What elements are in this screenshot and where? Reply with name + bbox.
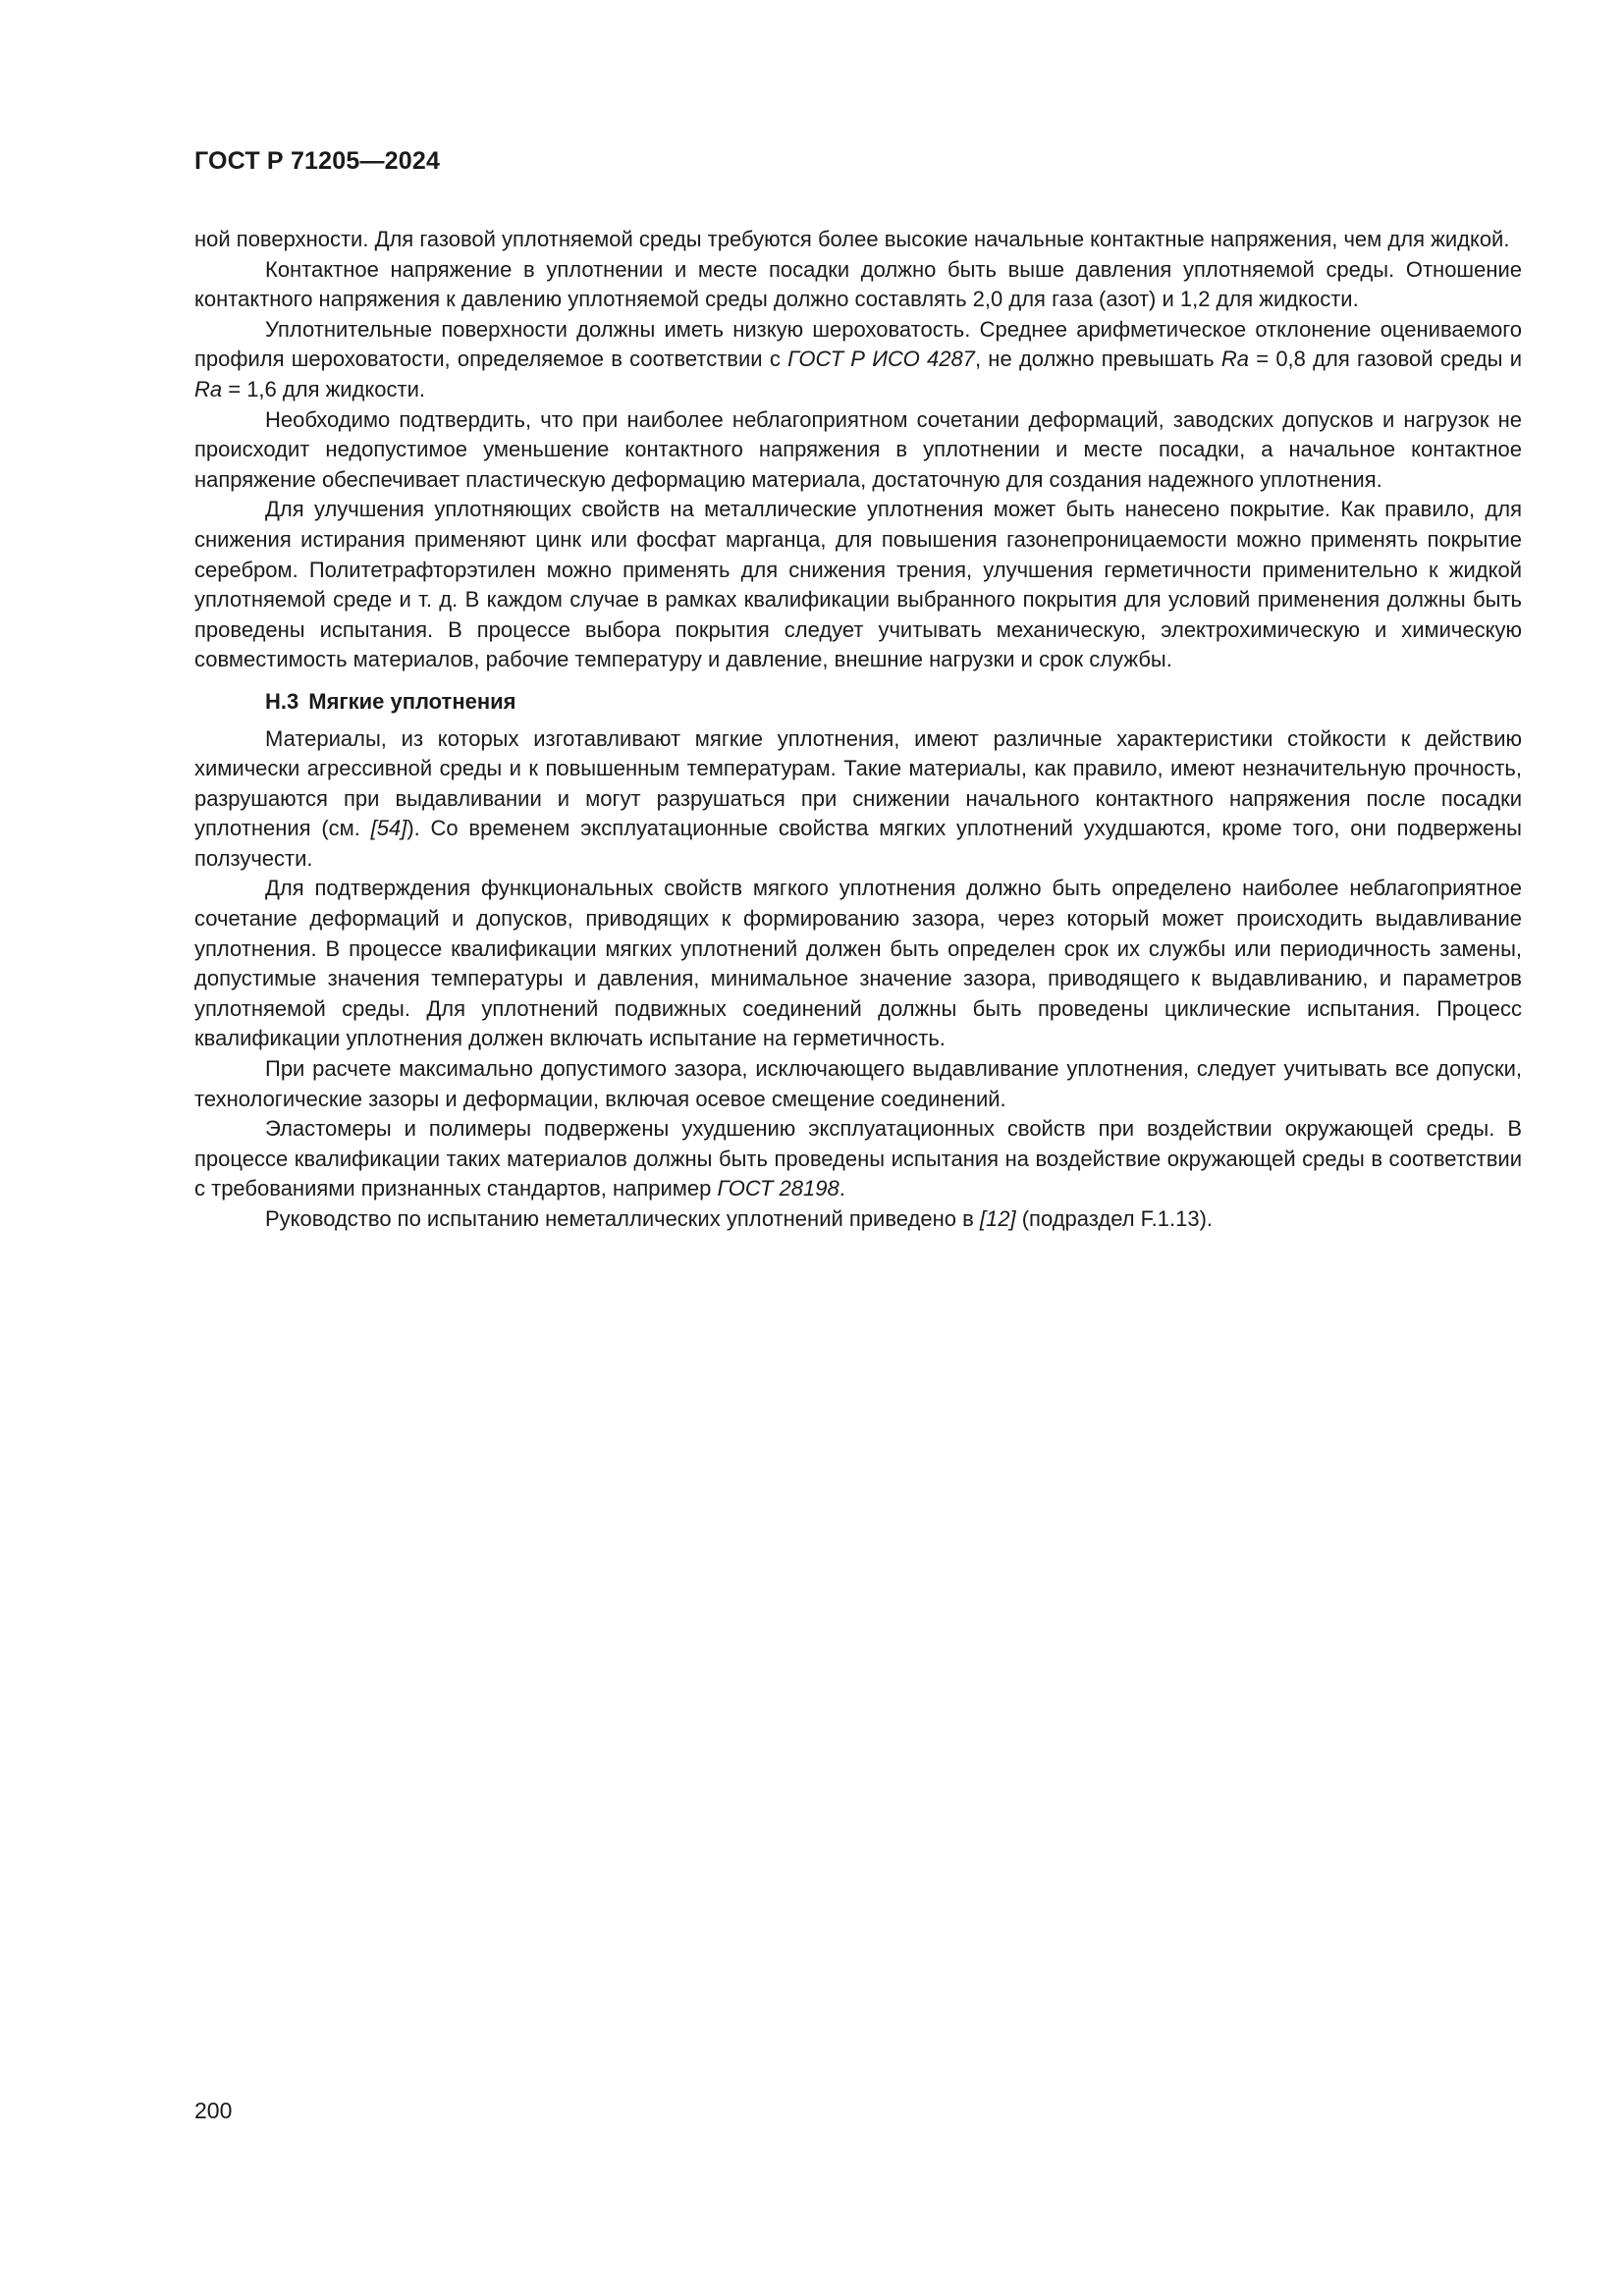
text-run: , не должно превышать: [974, 347, 1221, 372]
paragraph-continuation: ной поверхности. Для газовой уплотняемой среды требуются более высокие начальные контактные напряжения, чем для жидкой.: [194, 227, 1510, 251]
section-heading: [194, 687, 1522, 718]
paragraph-roughness: [194, 315, 1522, 405]
text-run: = 1,6 для жидкости.: [222, 376, 426, 401]
text-run: .: [839, 1176, 845, 1201]
text-run: Руководство по испытанию неметаллических уплотнений приведено в: [265, 1206, 980, 1231]
paragraph-coatings: Для улучшения уплотняющих свойств на металлические уплотнения может быть нанесено покрытие. Как правило, для снижения истирания применяют цинк или фосфат марганца, для повышения газонепроницаемости можно применять покрытие серебром. Политетрафторэтилен можно применять для снижения трения, улучшения герметичности применительно к жидкой уплотняемой среде и т. д. В каждом случае в рамках квалификации выбранного покрытия для условий применения должны быть проведены испытания. В процессе выбора покрытия следует учитывать механическую, электрохимическую и химическую совместимость материалов, рабочие температуру и давление, внешние нагрузки и срок службы.: [194, 497, 1522, 672]
paragraph-elastomers: [194, 1114, 1522, 1204]
standard-reference: ГОСТ 28198: [717, 1176, 839, 1201]
section-title: Мягкие уплотнения: [308, 688, 516, 714]
paragraph-soft-materials: [194, 724, 1522, 875]
roughness-symbol: Ra: [194, 376, 223, 401]
text-run: = 0,8 для газовой среды и: [1248, 347, 1523, 372]
roughness-symbol: Ra: [1220, 347, 1249, 372]
paragraph-functional-properties: Для подтверждения функциональных свойств мягкого уплотнения должно быть определено наиболее неблагоприятное сочетание деформаций и допусков, приводящих к формированию зазора, через который может происходить выдавливание уплотнения. В процессе квалификации мягких уплотнений должен быть определен срок их службы или периодичность замены, допустимые значения температуры и давления, минимальное значение зазора, приводящего к выдавливанию, и параметров уплотняемой среды. Для уплотнений подвижных соединений должны быть проведены циклические испытания. Процесс квалификации уплотнения должен включать испытание на герметичность.: [194, 876, 1522, 1051]
text-run: ). Со временем эксплуатационные свойства мягких уплотнений ухудшаются, кроме того, они подвержены ползучести.: [194, 816, 1522, 871]
paragraph-adverse-combination: Необходимо подтвердить, что при наиболее неблагоприятном сочетании деформаций, заводских допусков и нагрузок не происходит недопустимое уменьшение контактного напряжения в уплотнении и месте посадки, а начальное контактное напряжение обеспечивает пластическую деформацию материала, достаточную для создания надежного уплотнения.: [194, 406, 1522, 492]
text-run: Эластомеры и полимеры подвержены ухудшению эксплуатационных свойств при воздействии окружающей среды. В процессе квалификации таких материалов должны быть проведены испытания на воздействие окружающей среды в соответствии с требованиями признанных стандартов, например: [194, 1116, 1522, 1201]
paragraph-max-gap: При расчете максимально допустимого зазора, исключающего выдавливание уплотнения, следует учитывать все допуски, технологические зазоры и деформации, включая осевое смещение соединений.: [194, 1056, 1522, 1111]
bibliography-reference: [54]: [370, 816, 407, 841]
standard-reference: ГОСТ Р ИСО 4287: [787, 347, 975, 372]
text-run: Материалы, из которых изготавливают мягкие уплотнения, имеют различные характеристики стойкости к действию химически агрессивной среды и к повышенным температурам. Такие материалы, как правило, имеют незначительную прочность, разрушаются при выдавливании и могут разрушаться при снижении начального контактного напряжения после посадки уплотнения (см.: [194, 725, 1522, 841]
document-body: [194, 225, 1522, 1235]
text-run: (подраздел F.1.13).: [1015, 1206, 1214, 1231]
paragraph-testing-guide: [194, 1204, 1522, 1235]
section-number: Н.3: [265, 688, 299, 714]
bibliography-reference: [12]: [979, 1206, 1016, 1231]
document-header: ГОСТ Р 71205—2024: [194, 147, 441, 175]
text-run: Уплотнительные поверхности должны иметь низкую шероховатость. Среднее арифметическое отклонение оцениваемого профиля шероховатости, определяемое в соответствии с: [194, 316, 1522, 372]
page-number: 200: [194, 2098, 233, 2123]
paragraph-contact-stress: Контактное напряжение в уплотнении и месте посадки должно быть выше давления уплотняемой среды. Отношение контактного напряжения к давлению уплотняемой среды должно составлять 2,0 для газа (азот) и 1,2 для жидкости.: [194, 256, 1522, 312]
